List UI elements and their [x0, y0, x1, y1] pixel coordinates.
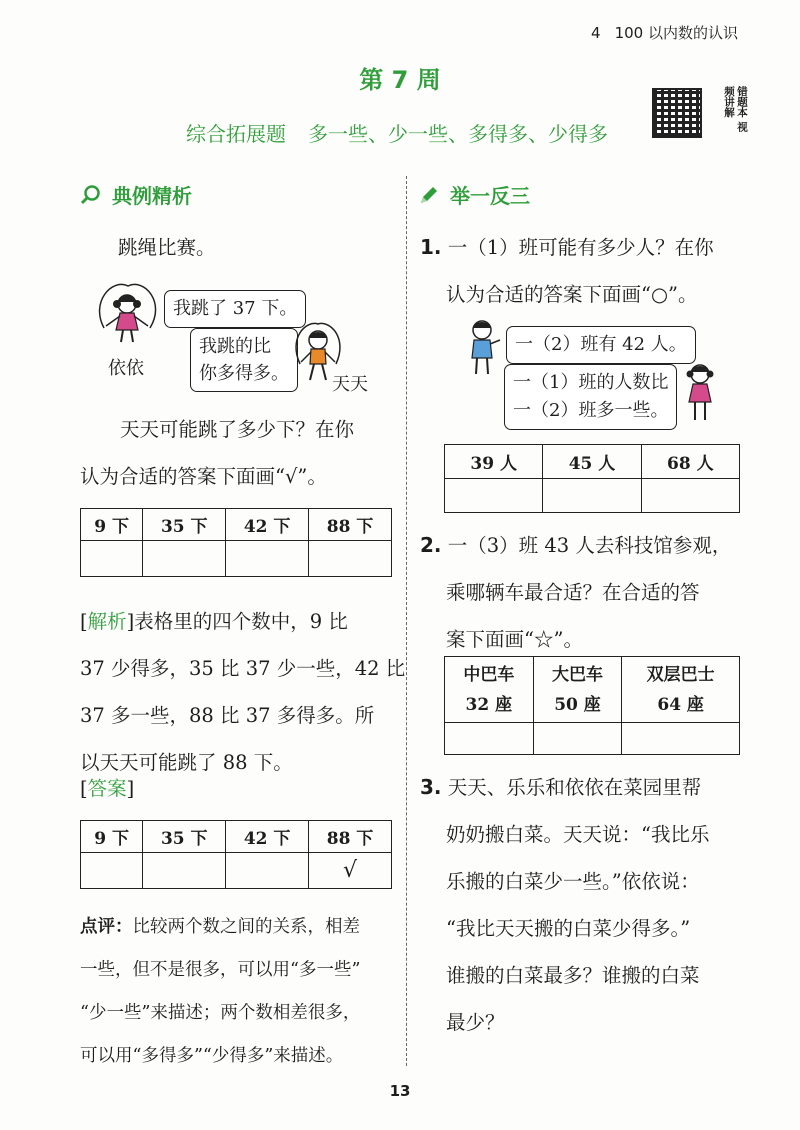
- q1-options-table: [444, 444, 740, 513]
- q2-mark-cell[interactable]: [445, 723, 534, 755]
- q2-text: 一（3）班 43 人去科技馆参观，: [447, 534, 732, 557]
- answer-label: [答案]: [80, 777, 135, 800]
- example-question-line1: 天天可能跳了多少下？在你: [120, 418, 355, 441]
- answer-label-row: [80, 765, 134, 812]
- q3-line3: 乐搬的白菜少一些。”依依说：: [446, 870, 700, 893]
- q1-number: 1.: [420, 235, 442, 259]
- q2-line1: [420, 522, 731, 569]
- q1-bubble-boy: 一（2）班有 42 人。: [506, 326, 696, 364]
- page-number: 13: [389, 1082, 411, 1100]
- q2-mark-cell[interactable]: [622, 723, 740, 755]
- answer-mark-cell: [143, 853, 226, 889]
- q3-line6: 最少？: [446, 1011, 505, 1034]
- q1-line1: [420, 224, 714, 271]
- comment-line1: 比较两个数之间的关系，相差: [132, 917, 360, 937]
- example-question-line2: 认为合适的答案下面画“√”。: [80, 465, 327, 488]
- subtitle-left: 综合拓展题: [186, 122, 286, 146]
- analysis-line2: 37 少得多，35 比 37 少一些，42 比: [80, 657, 406, 680]
- week-title: 第 7 周: [359, 66, 441, 94]
- q2-mark-cell[interactable]: [533, 723, 622, 755]
- example-mark-cell[interactable]: [143, 541, 226, 577]
- q3-line4: “我比天天搬的白菜少得多。”: [446, 917, 691, 940]
- q1-option-cell: 45 人: [543, 445, 641, 479]
- q1-text: 一（1）班可能有多少人？在你: [447, 236, 714, 259]
- pencil-icon: [418, 184, 440, 206]
- example-intro: 跳绳比赛。: [118, 236, 216, 259]
- q1-line2: 认为合适的答案下面画“○”。: [446, 283, 698, 306]
- answer-mark-cell: [226, 853, 309, 889]
- boy-bubble-line1: 我跳的比: [199, 336, 271, 357]
- q1-mark-cell[interactable]: [445, 479, 543, 513]
- answer-option-cell: 88 下: [309, 821, 392, 853]
- qr-code-icon[interactable]: [652, 88, 702, 138]
- practice-section-head: [418, 180, 530, 209]
- vehicle-seats: 50 座: [554, 694, 601, 715]
- girl-jumping-rope-icon: [92, 282, 162, 354]
- example-options-table: [80, 508, 392, 577]
- boy-speech-bubble: [190, 328, 298, 392]
- subtitle-right: 多一些、少一些、多得多、少得多: [308, 122, 608, 146]
- vehicle-seats: 64 座: [657, 694, 704, 715]
- q3-line5: 谁搬的白菜最多？谁搬的白菜: [446, 964, 700, 987]
- q1-mark-cell[interactable]: [641, 479, 739, 513]
- vehicle-name: 中巴车: [463, 664, 515, 685]
- practice-section-title: 举一反三: [450, 184, 530, 208]
- vehicle-name: 双层巴士: [646, 664, 715, 685]
- example-option-cell: 35 下: [143, 509, 226, 541]
- q1-mark-cell[interactable]: [543, 479, 641, 513]
- girl-speech-bubble: 我跳了 37 下。: [164, 290, 306, 328]
- q1-option-cell: 68 人: [641, 445, 739, 479]
- analysis-label: [解析]: [80, 610, 135, 633]
- comment-block: [80, 906, 360, 1078]
- example-section-title: 典例精析: [112, 184, 192, 208]
- answer-option-cell: 35 下: [143, 821, 226, 853]
- q2-vehicle-table: [444, 656, 740, 755]
- q1-option-cell: 39 人: [445, 445, 543, 479]
- example-option-cell: 88 下: [309, 509, 392, 541]
- q2-line2: 乘哪辆车最合适？在合适的答: [446, 581, 700, 604]
- boy-figure-icon: [462, 318, 502, 376]
- example-mark-cell[interactable]: [81, 541, 143, 577]
- q2-number: 2.: [420, 533, 442, 557]
- boy-bubble-line2: 你多得多。: [199, 363, 289, 384]
- example-option-cell: 42 下: [226, 509, 309, 541]
- q2-line3: 案下面画“☆”。: [446, 628, 583, 651]
- subtitle: [186, 118, 608, 147]
- q2-vehicle-cell: [445, 657, 534, 723]
- q3-text: 天天、乐乐和依依在菜园里帮: [447, 776, 702, 799]
- comment-line4: 可以用“多得多”“少得多”来描述。: [80, 1046, 344, 1066]
- example-section-head: [80, 180, 192, 209]
- analysis-text: 表格里的四个数中，9 比: [134, 610, 348, 633]
- chapter-number: 4: [591, 24, 601, 42]
- answer-option-cell: 9 下: [81, 821, 143, 853]
- q3-number: 3.: [420, 775, 442, 799]
- example-mark-cell[interactable]: [226, 541, 309, 577]
- running-head: [591, 22, 738, 43]
- comment-label: 点评：: [80, 917, 133, 937]
- q2-vehicle-cell: [533, 657, 622, 723]
- q1-bubble-girl-line1: 一（1）班的人数比: [513, 372, 669, 393]
- q3-line2: 奶奶搬白菜。天天说：“我比乐: [446, 823, 710, 846]
- girl-name: 依依: [108, 358, 144, 379]
- answer-option-cell: 42 下: [226, 821, 309, 853]
- qr-label: 错题本 视频讲解: [723, 86, 748, 132]
- vehicle-name: 大巴车: [551, 664, 603, 685]
- answer-table: [80, 820, 392, 889]
- column-divider: [406, 176, 407, 1066]
- girl-figure-icon: [680, 362, 720, 422]
- q1-bubble-girl: [504, 364, 677, 430]
- answer-mark-cell: [81, 853, 143, 889]
- q3-line1: [420, 764, 701, 811]
- boy-name: 天天: [332, 374, 368, 395]
- analysis-line4: 以天天可能跳了 88 下。: [80, 751, 293, 774]
- analysis-line3: 37 多一些，88 比 37 多得多。所: [80, 704, 375, 727]
- q1-bubble-girl-line2: 一（2）班多一些。: [513, 400, 669, 421]
- vehicle-seats: 32 座: [465, 694, 513, 715]
- example-option-cell: 9 下: [81, 509, 143, 541]
- chapter-title: 100 以内数的认识: [614, 24, 738, 42]
- example-mark-cell[interactable]: [309, 541, 392, 577]
- comment-line3: “少一些”来描述；两个数相差很多，: [80, 1003, 361, 1023]
- checkmark-cell: √: [309, 853, 392, 889]
- comment-line2: 一些，但不是很多，可以用“多一些”: [80, 960, 361, 980]
- magnifier-icon: [80, 184, 102, 206]
- q2-vehicle-cell: [622, 657, 740, 723]
- analysis-line1: [80, 598, 348, 645]
